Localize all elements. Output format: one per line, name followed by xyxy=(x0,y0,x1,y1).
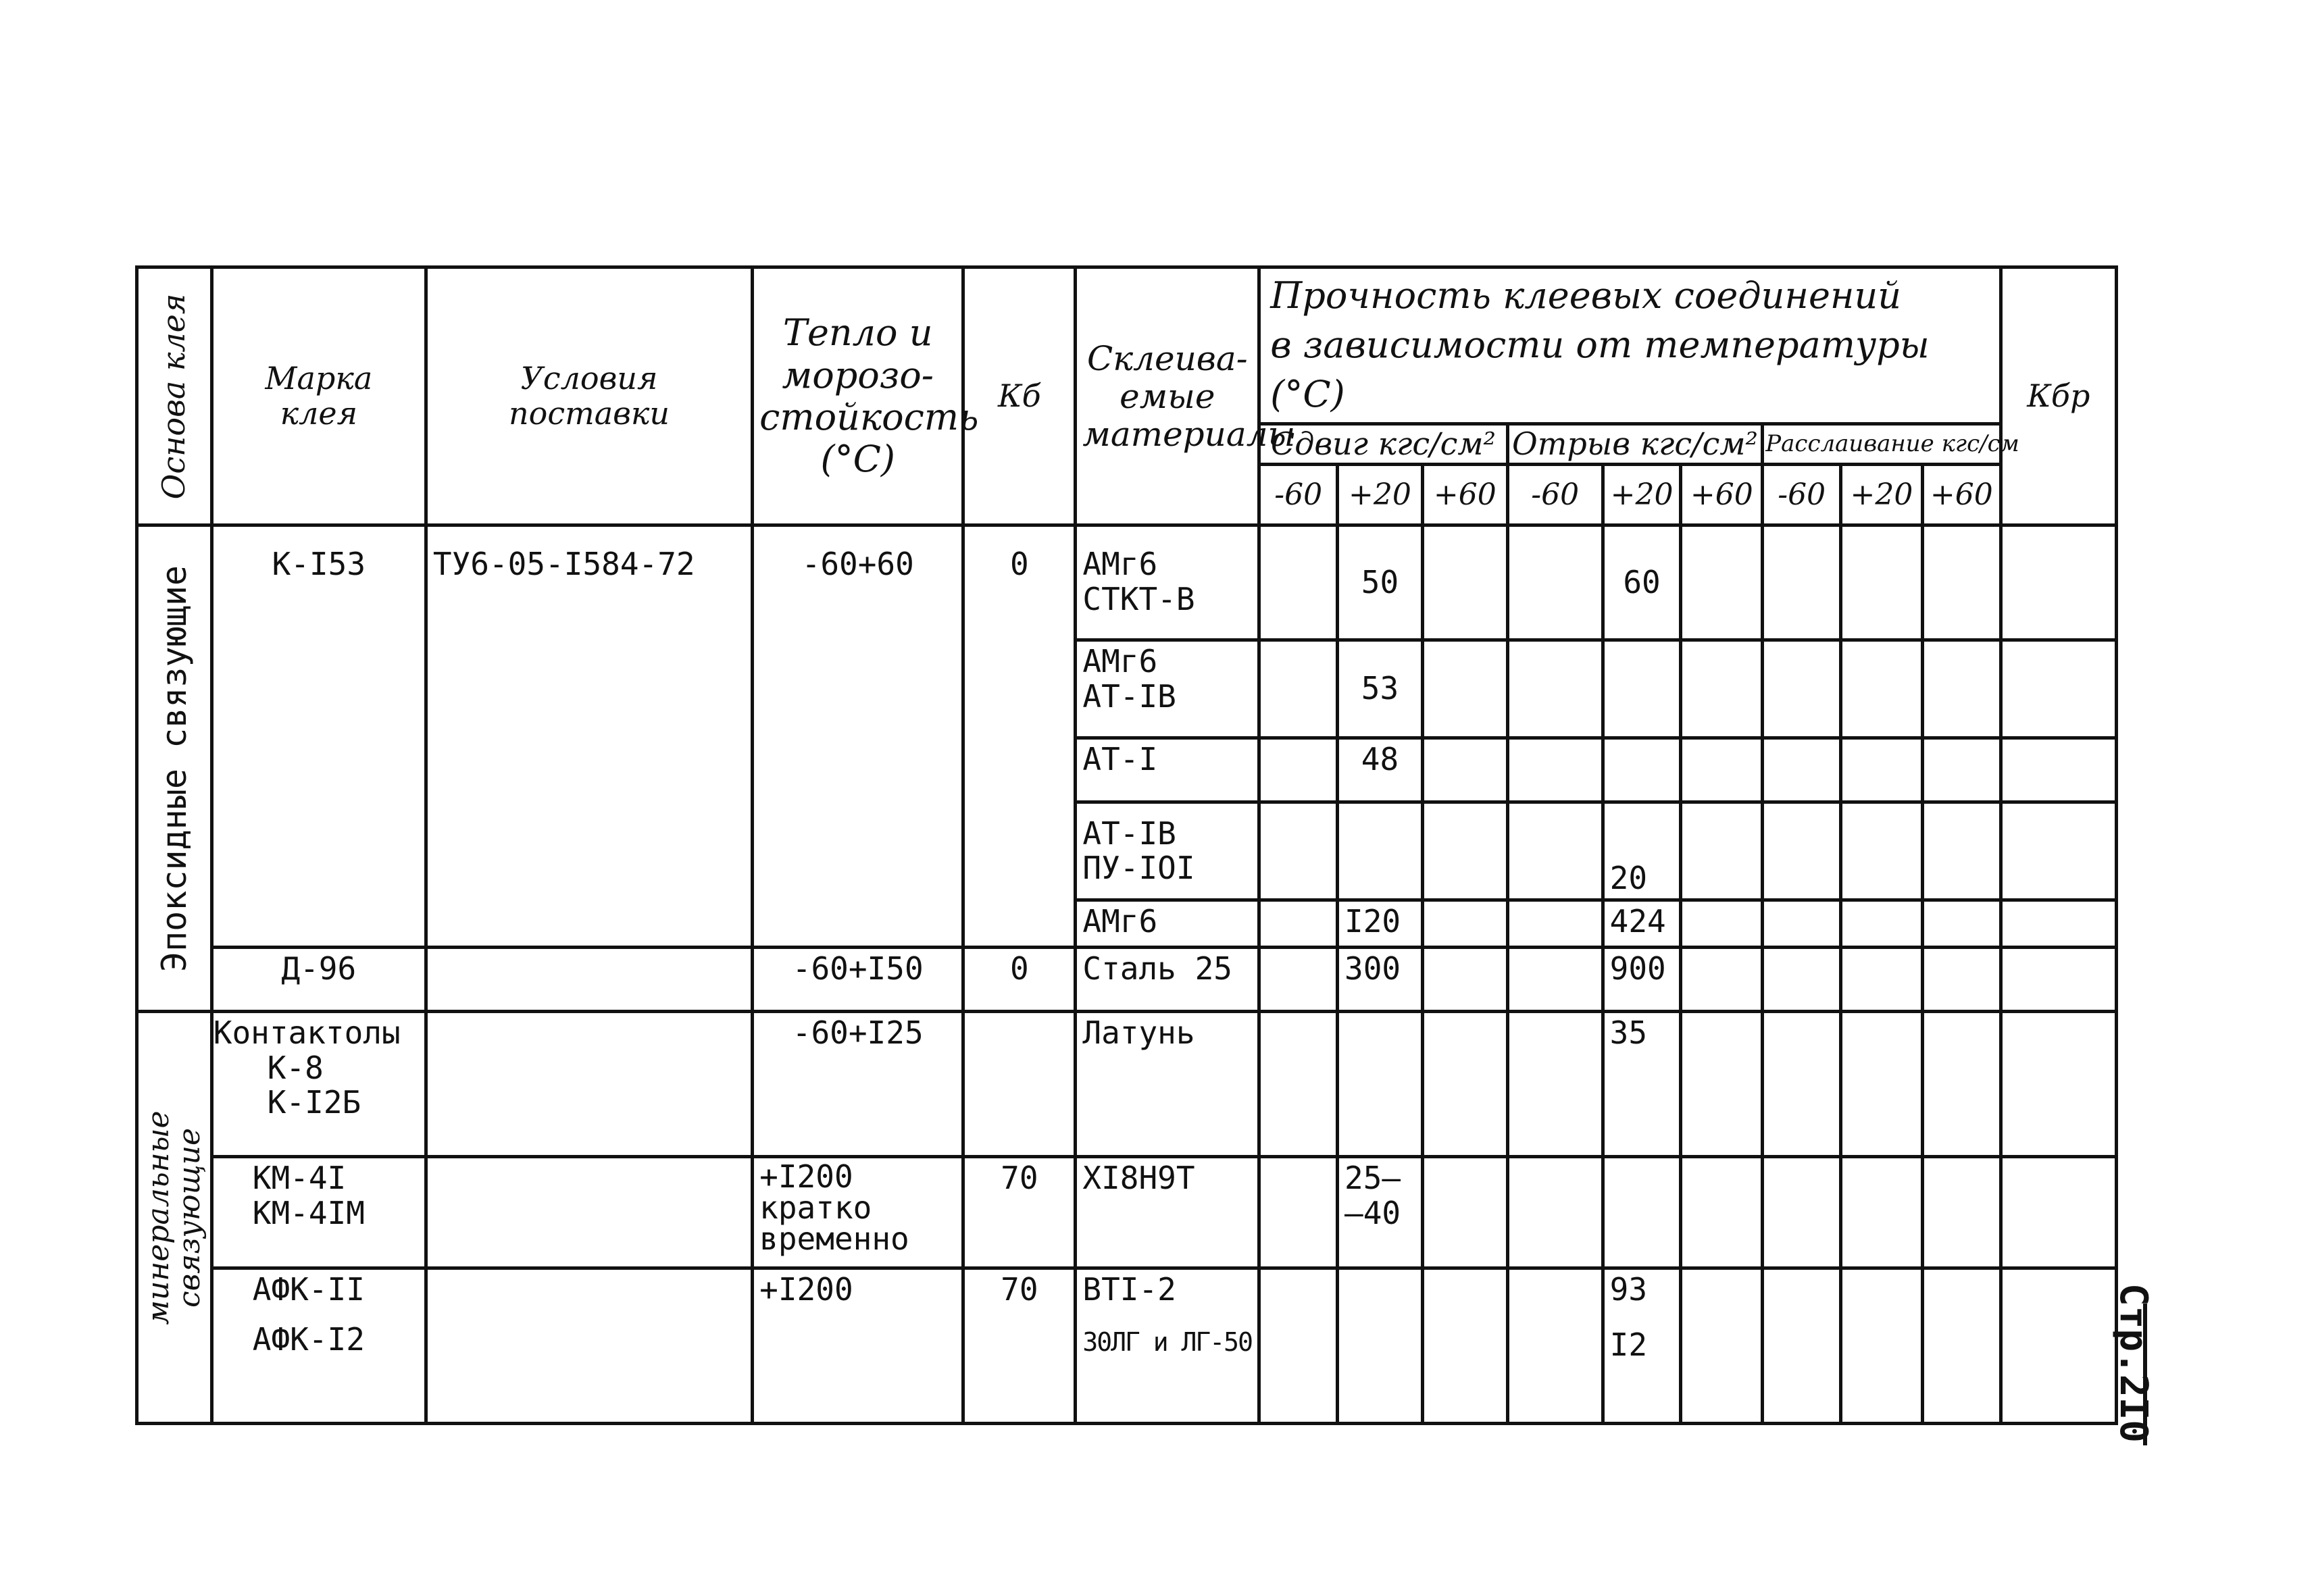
value-cell xyxy=(1681,1268,1763,1424)
value-cell xyxy=(1338,1012,1423,1157)
value-cell xyxy=(1507,640,1603,738)
kb-d96: 0 xyxy=(963,948,1076,1012)
header-temp: +20 xyxy=(1841,465,1923,525)
value-cell xyxy=(1338,802,1423,900)
tear20-cell: 20 xyxy=(1603,802,1681,900)
value-cell xyxy=(1259,802,1338,900)
header-resistance: Тепло и морозо- стойкость (°С) xyxy=(753,267,963,525)
materials-cell: Сталь 25 xyxy=(1076,948,1259,1012)
value-cell xyxy=(1922,640,2001,738)
page-number: Стр.2I0 xyxy=(2111,1283,2155,1443)
value-cell xyxy=(1422,948,1507,1012)
header-strength-title: Прочность клеевых соединений в зависимости от температуры (°С) xyxy=(1259,267,2001,424)
value-cell xyxy=(1603,1157,1681,1268)
value-cell xyxy=(1422,802,1507,900)
header-temp: +20 xyxy=(1338,465,1423,525)
value-cell xyxy=(1422,640,1507,738)
value-cell xyxy=(1841,1157,1923,1268)
value-cell xyxy=(1922,1157,2001,1268)
value-cell xyxy=(1922,1012,2001,1157)
value-cell xyxy=(1763,802,1841,900)
header-base: Основа клея xyxy=(137,267,212,525)
header-kbr: Кбр xyxy=(2001,267,2116,525)
value-cell xyxy=(1507,525,1603,640)
kb-afk: 70 xyxy=(963,1268,1076,1424)
header-supply: Условия поставки xyxy=(426,267,752,525)
value-cell xyxy=(1507,900,1603,948)
kbr-cell xyxy=(2001,525,2116,640)
kb-k153: 0 xyxy=(963,525,1076,948)
kbr-cell xyxy=(2001,1012,2116,1157)
tear20-cell: 424 xyxy=(1603,900,1681,948)
materials-cell: XI8Н9Т xyxy=(1076,1157,1259,1268)
brand-k153: К-I53 xyxy=(211,525,426,948)
value-cell xyxy=(1681,738,1763,802)
group-mineral: минеральные связующие xyxy=(137,1012,212,1424)
kbr-cell xyxy=(2001,1268,2116,1424)
brand-contactol: Контактолы К-8 К-I2Б xyxy=(211,1012,426,1157)
kbr-cell xyxy=(2001,640,2116,738)
header-temp: +60 xyxy=(1922,465,2001,525)
shear20-cell: 53 xyxy=(1338,640,1423,738)
value-cell xyxy=(1259,900,1338,948)
value-cell xyxy=(1922,900,2001,948)
value-cell xyxy=(1841,948,1923,1012)
resistance-k153: -60+60 xyxy=(753,525,963,948)
value-cell xyxy=(1763,738,1841,802)
value-cell xyxy=(1841,1012,1923,1157)
header-temp: +20 xyxy=(1603,465,1681,525)
supply-cell xyxy=(426,1268,752,1424)
supply-k153: ТУ6-05-I584-72 xyxy=(426,525,752,948)
brand-d96: Д-96 xyxy=(211,948,426,1012)
value-cell xyxy=(1763,525,1841,640)
kbr-cell xyxy=(2001,802,2116,900)
group-epoxy: Эпоксидные связующие xyxy=(137,525,212,1012)
resistance-afk: +I200 xyxy=(753,1268,963,1424)
value-cell xyxy=(1422,1157,1507,1268)
value-cell xyxy=(1507,948,1603,1012)
kbr-cell xyxy=(2001,738,2116,802)
kb-km41: 70 xyxy=(963,1157,1076,1268)
resistance-km41: +I200 кратко временно xyxy=(753,1157,963,1268)
value-cell xyxy=(1259,1157,1338,1268)
value-cell xyxy=(1507,1268,1603,1424)
tear20-cell: 35 xyxy=(1603,1012,1681,1157)
value-cell xyxy=(1763,1268,1841,1424)
adhesive-table xyxy=(135,265,2118,1425)
value-cell xyxy=(1259,738,1338,802)
kbr-cell xyxy=(2001,900,2116,948)
brand-afk: АФК-II АФК-I2 xyxy=(211,1268,426,1424)
tear20-cell: 900 xyxy=(1603,948,1681,1012)
supply-cell xyxy=(426,948,752,1012)
value-cell xyxy=(1841,738,1923,802)
header-peel: Расслаивание кгс/см xyxy=(1763,423,2001,465)
header-temp: +60 xyxy=(1681,465,1763,525)
value-cell xyxy=(1763,640,1841,738)
header-brand: Марка клея xyxy=(211,267,426,525)
value-cell xyxy=(1681,640,1763,738)
value-cell xyxy=(1763,1157,1841,1268)
value-cell xyxy=(1422,900,1507,948)
value-cell xyxy=(1841,640,1923,738)
header-temp: -60 xyxy=(1763,465,1841,525)
header-temp: +60 xyxy=(1422,465,1507,525)
value-cell xyxy=(1422,738,1507,802)
header-temp: -60 xyxy=(1259,465,1338,525)
value-cell xyxy=(1422,1012,1507,1157)
materials-cell: АТ-I xyxy=(1076,738,1259,802)
value-cell xyxy=(1603,640,1681,738)
value-cell xyxy=(1681,802,1763,900)
tear20-cell: 60 xyxy=(1603,525,1681,640)
shear20-cell: 48 xyxy=(1338,738,1423,802)
materials-cell: АТ-IВ ПУ-IOI xyxy=(1076,802,1259,900)
value-cell xyxy=(1763,1012,1841,1157)
materials-cell: ВТI-2 30ЛГ и ЛГ-50 xyxy=(1076,1268,1259,1424)
supply-cell xyxy=(426,1157,752,1268)
value-cell xyxy=(1922,1268,2001,1424)
brand-km41: КМ-4I КМ-4IМ xyxy=(211,1157,426,1268)
header-kb: Кб xyxy=(963,267,1076,525)
header-temp: -60 xyxy=(1507,465,1603,525)
shear20-cell: I20 xyxy=(1338,900,1423,948)
value-cell xyxy=(1681,1157,1763,1268)
value-cell xyxy=(1841,900,1923,948)
value-cell xyxy=(1603,738,1681,802)
value-cell xyxy=(1259,640,1338,738)
value-cell xyxy=(1681,1012,1763,1157)
materials-cell: Латунь xyxy=(1076,1012,1259,1157)
materials-cell: АМг6 xyxy=(1076,900,1259,948)
materials-cell: АМг6 АТ-IВ xyxy=(1076,640,1259,738)
header-tear: Отрыв кгс/см² xyxy=(1507,423,1763,465)
value-cell xyxy=(1763,900,1841,948)
value-cell xyxy=(1841,1268,1923,1424)
value-cell xyxy=(1841,525,1923,640)
value-cell xyxy=(1681,900,1763,948)
value-cell xyxy=(1422,525,1507,640)
shear20-cell: 50 xyxy=(1338,525,1423,640)
value-cell xyxy=(1922,802,2001,900)
value-cell xyxy=(1681,948,1763,1012)
supply-cell xyxy=(426,1012,752,1157)
value-cell xyxy=(1259,1268,1338,1424)
kb-cell xyxy=(963,1012,1076,1157)
shear20-cell: 25– –40 xyxy=(1338,1157,1423,1268)
value-cell xyxy=(1507,1157,1603,1268)
header-materials: Склеива- емые материалы xyxy=(1076,267,1259,525)
value-cell xyxy=(1338,1268,1423,1424)
value-cell xyxy=(1681,525,1763,640)
resistance-contactol: -60+I25 xyxy=(753,1012,963,1157)
kbr-cell xyxy=(2001,948,2116,1012)
value-cell xyxy=(1259,525,1338,640)
value-cell xyxy=(1922,738,2001,802)
value-cell xyxy=(1507,1012,1603,1157)
kbr-cell xyxy=(2001,1157,2116,1268)
value-cell xyxy=(1422,1268,1507,1424)
tear20-cell: 93 I2 xyxy=(1603,1268,1681,1424)
materials-cell: АМг6 СТКТ-В xyxy=(1076,525,1259,640)
value-cell xyxy=(1922,525,2001,640)
value-cell xyxy=(1507,802,1603,900)
shear20-cell: 300 xyxy=(1338,948,1423,1012)
value-cell xyxy=(1841,802,1923,900)
value-cell xyxy=(1259,948,1338,1012)
value-cell xyxy=(1259,1012,1338,1157)
header-shear: Сдвиг кгс/см² xyxy=(1259,423,1507,465)
resistance-d96: -60+I50 xyxy=(753,948,963,1012)
value-cell xyxy=(1507,738,1603,802)
value-cell xyxy=(1922,948,2001,1012)
value-cell xyxy=(1763,948,1841,1012)
